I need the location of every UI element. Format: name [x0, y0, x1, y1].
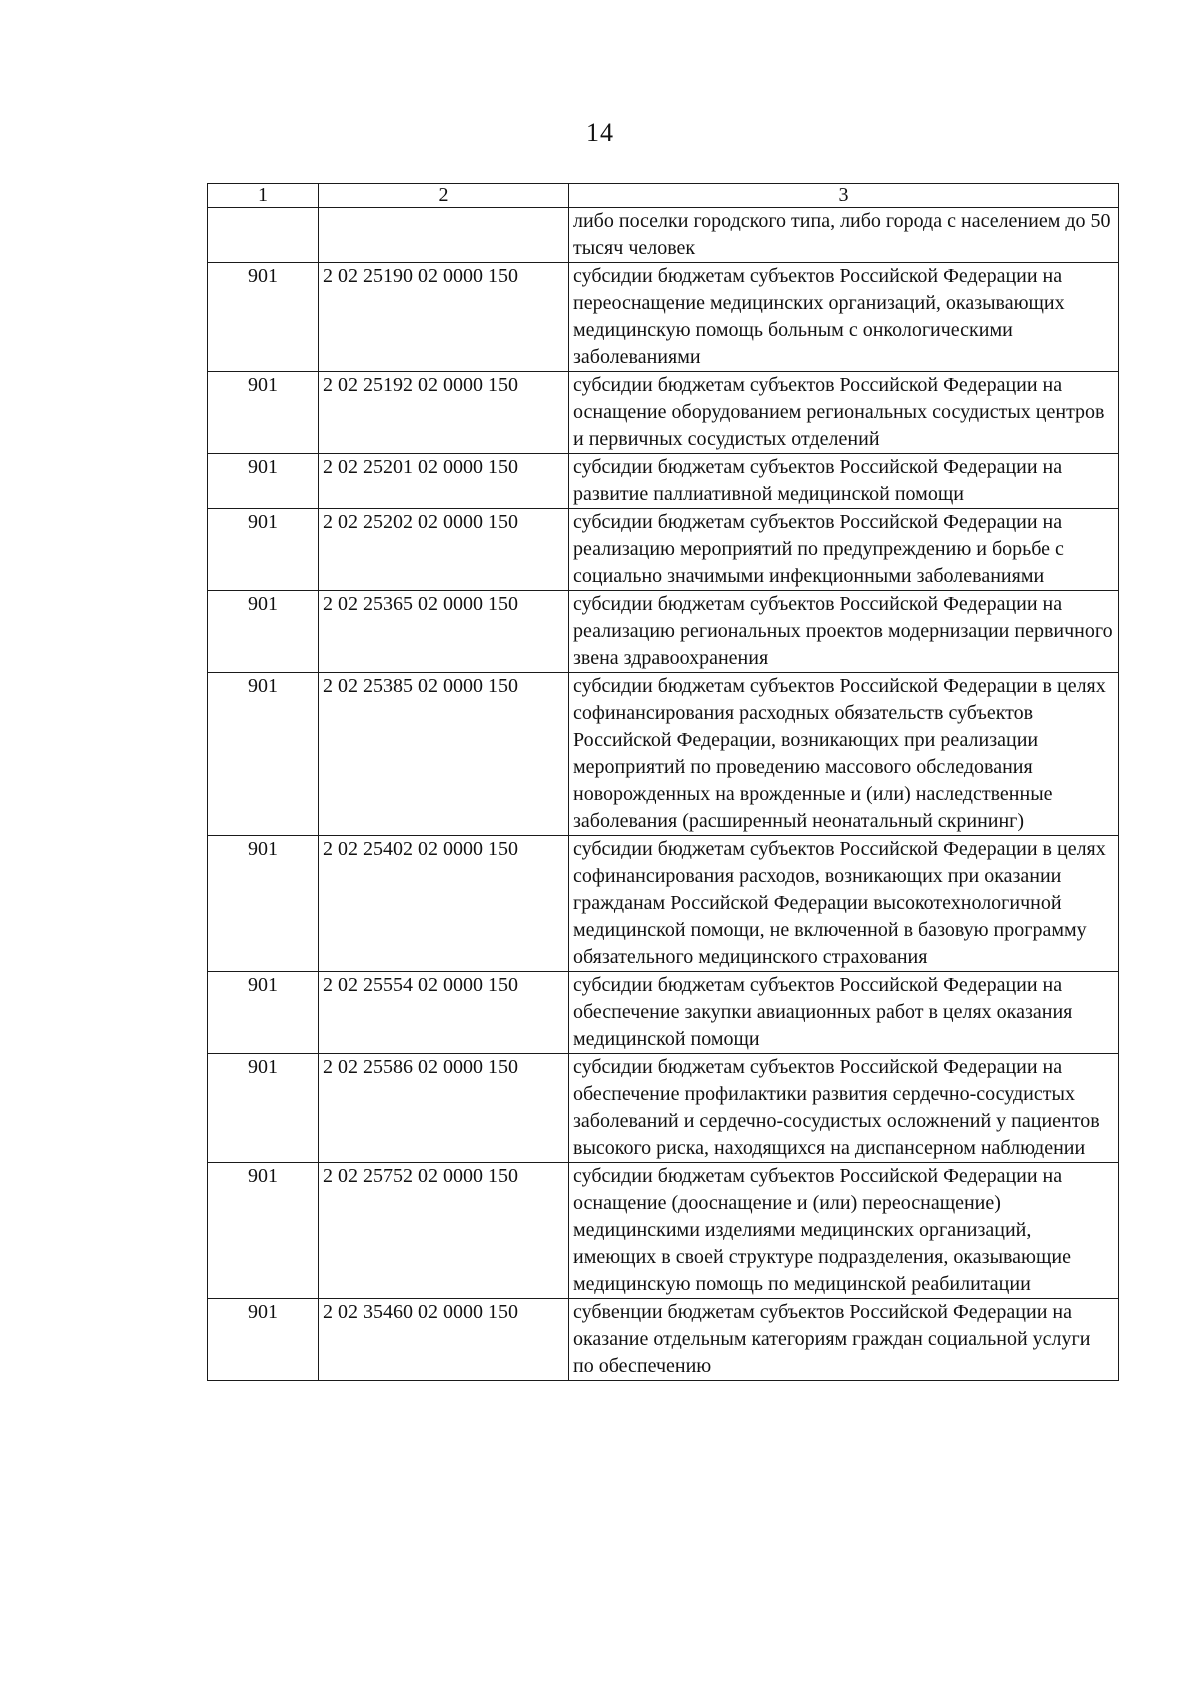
budget-code-cell: 2 02 25190 02 0000 150: [319, 263, 569, 372]
description-cell: либо поселки городского типа, либо города с населением до 50 тысяч человек: [569, 208, 1119, 263]
table-row: [208, 372, 1119, 454]
admin-code-cell: [208, 208, 319, 263]
table-row: [208, 836, 1119, 972]
column-header-1: 1: [208, 184, 319, 208]
description-cell: субсидии бюджетам субъектов Российской Федерации на обеспечение закупки авиационных работ в целях оказания медицинской помощи: [569, 972, 1119, 1054]
admin-code-cell: 901: [208, 591, 319, 673]
description-cell: субсидии бюджетам субъектов Российской Федерации на реализацию мероприятий по предупреждению и борьбе с социально значимыми инфекционными заболеваниями: [569, 509, 1119, 591]
description-cell: субсидии бюджетам субъектов Российской Федерации на реализацию региональных проектов модернизации первичного звена здравоохранения: [569, 591, 1119, 673]
description-cell: субсидии бюджетам субъектов Российской Федерации на обеспечение профилактики развития сердечно-сосудистых заболеваний и сердечно-сосудистых осложнений у пациентов высокого риска, находящихся на диспансерном наблюдении: [569, 1054, 1119, 1163]
column-header-2: 2: [319, 184, 569, 208]
budget-code-cell: 2 02 25752 02 0000 150: [319, 1163, 569, 1299]
admin-code-cell: 901: [208, 836, 319, 972]
budget-code-cell: 2 02 25365 02 0000 150: [319, 591, 569, 673]
table-row: [208, 673, 1119, 836]
admin-code-cell: 901: [208, 1163, 319, 1299]
budget-code-cell: 2 02 25586 02 0000 150: [319, 1054, 569, 1163]
description-cell: субсидии бюджетам субъектов Российской Федерации на оснащение оборудованием региональных сосудистых центров и первичных сосудистых отделений: [569, 372, 1119, 454]
description-cell: субсидии бюджетам субъектов Российской Федерации на оснащение (дооснащение и (или) переоснащение) медицинскими изделиями медицинских организаций, имеющих в своей структуре подразделения, оказывающие медицинскую помощь по медицинской реабилитации: [569, 1163, 1119, 1299]
table-row: [208, 208, 1119, 263]
admin-code-cell: 901: [208, 1054, 319, 1163]
description-cell: субсидии бюджетам субъектов Российской Федерации в целях софинансирования расходов, возникающих при оказании гражданам Российской Федерации высокотехнологичной медицинской помощи, не включенной в базовую программу обязательного медицинского страхования: [569, 836, 1119, 972]
budget-codes-table: [207, 183, 1119, 1381]
table-row: [208, 1163, 1119, 1299]
admin-code-cell: 901: [208, 372, 319, 454]
budget-code-cell: 2 02 35460 02 0000 150: [319, 1299, 569, 1381]
table-row: [208, 591, 1119, 673]
description-cell: субсидии бюджетам субъектов Российской Федерации в целях софинансирования расходных обязательств субъектов Российской Федерации, возникающих при реализации мероприятий по проведению массового обследования новорожденных на врожденные и (или) наследственные заболевания (расширенный неонатальный скрининг): [569, 673, 1119, 836]
table-row: [208, 509, 1119, 591]
description-cell: субсидии бюджетам субъектов Российской Федерации на переоснащение медицинских организаций, оказывающих медицинскую помощь больным с онкологическими заболеваниями: [569, 263, 1119, 372]
table-row: [208, 454, 1119, 509]
budget-code-cell: 2 02 25192 02 0000 150: [319, 372, 569, 454]
description-cell: субвенции бюджетам субъектов Российской Федерации на оказание отдельным категориям граждан социальной услуги по обеспечению: [569, 1299, 1119, 1381]
budget-code-cell: 2 02 25202 02 0000 150: [319, 509, 569, 591]
budget-code-cell: 2 02 25554 02 0000 150: [319, 972, 569, 1054]
admin-code-cell: 901: [208, 972, 319, 1054]
table-header-row: [208, 184, 1119, 208]
budget-code-cell: 2 02 25402 02 0000 150: [319, 836, 569, 972]
table-row: [208, 1299, 1119, 1381]
column-header-3: 3: [569, 184, 1119, 208]
admin-code-cell: 901: [208, 509, 319, 591]
budget-code-cell: 2 02 25201 02 0000 150: [319, 454, 569, 509]
admin-code-cell: 901: [208, 673, 319, 836]
table-row: [208, 1054, 1119, 1163]
description-cell: субсидии бюджетам субъектов Российской Федерации на развитие паллиативной медицинской помощи: [569, 454, 1119, 509]
table-row: [208, 972, 1119, 1054]
table-row: [208, 263, 1119, 372]
admin-code-cell: 901: [208, 454, 319, 509]
admin-code-cell: 901: [208, 1299, 319, 1381]
budget-code-cell: 2 02 25385 02 0000 150: [319, 673, 569, 836]
admin-code-cell: 901: [208, 263, 319, 372]
page-number: 14: [586, 118, 614, 147]
budget-code-cell: [319, 208, 569, 263]
